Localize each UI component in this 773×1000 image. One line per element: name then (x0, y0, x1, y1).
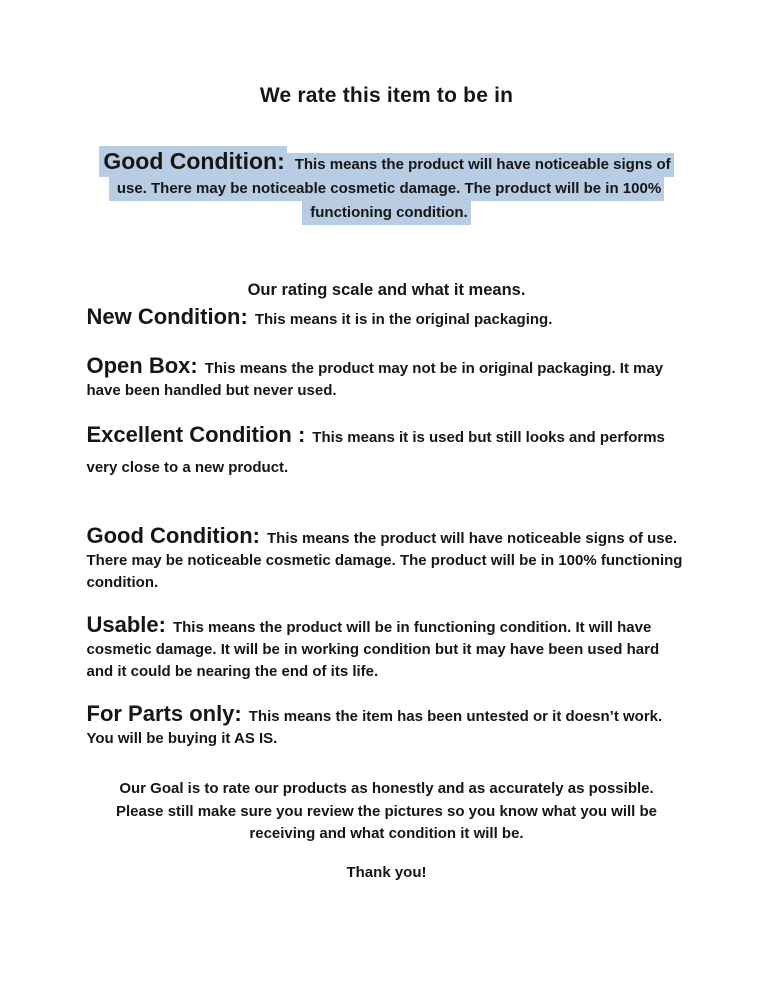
rating-section-new-condition (87, 302, 687, 331)
rating-section-open-box (87, 351, 687, 402)
rating-scale-intro: Our rating scale and what it means. (247, 281, 526, 299)
goal-note: Our Goal is to rate our products as honestly and as accurately as possible. Please still make sure you review the pictures so you know what you will be receiving and what condition it will be. (115, 780, 657, 842)
rating-section-excellent-condition (87, 420, 687, 483)
rating-term-for-parts-only: For Parts only: (86, 701, 242, 726)
current-rating-description: This means the product will have noticeable signs of use. There may be noticeable cosmetic damage. The product will be in 100% functioning condition. (109, 153, 674, 225)
rating-description-new-condition: This means it is in the original packaging. (254, 311, 553, 328)
current-rating-term: Good Condition: (99, 146, 286, 177)
rating-term-excellent-condition: Excellent Condition : (86, 422, 306, 447)
rating-description-usable: This means the product will be in functioning condition. It will have cosmetic damage. It will be in working condition but it may have been used hard and it could be nearing the end of its life. (86, 619, 660, 680)
rating-term-open-box: Open Box: (86, 353, 198, 378)
page-title: We rate this item to be in (259, 84, 514, 107)
rating-section-usable (87, 610, 687, 683)
rating-description-excellent-condition: This means it is used but still looks and performs very close to a new product. (86, 429, 665, 476)
rating-section-for-parts-only (87, 699, 687, 750)
rating-section-good-condition (87, 521, 687, 594)
rating-description-open-box: This means the product may not be in original packaging. It may have been handled but never used. (86, 360, 664, 399)
rating-term-good-condition: Good Condition: (86, 523, 260, 548)
rating-description-good-condition: This means the product will have noticeable signs of use. There may be noticeable cosmetic damage. The product will be in 100% functioning condition. (86, 530, 683, 591)
thank-you-note: Thank you! (346, 863, 427, 881)
current-rating-highlight (87, 146, 687, 225)
rating-term-new-condition: New Condition: (86, 304, 248, 329)
rating-description-for-parts-only: This means the item has been untested or it doesn’t work. You will be buying it AS IS. (86, 708, 663, 747)
document-page (87, 0, 687, 881)
rating-term-usable: Usable: (86, 612, 166, 637)
